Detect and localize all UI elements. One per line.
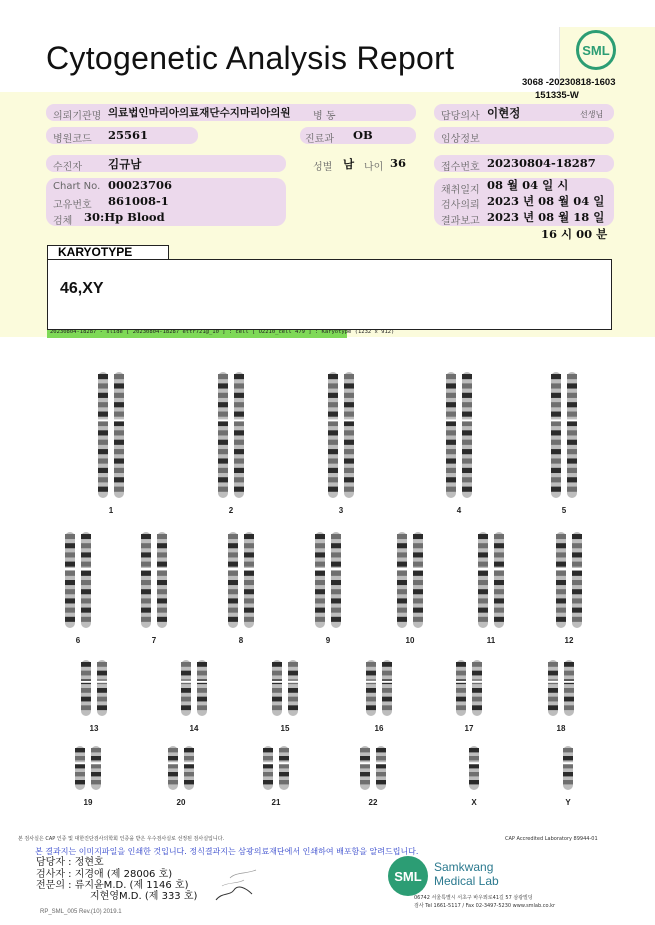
staff-specialist: 전문의 : 류지윤M.D. (제 1146 호) bbox=[36, 880, 189, 891]
chromosome-15 bbox=[267, 658, 303, 718]
chromosome-label-12: 12 bbox=[564, 636, 574, 645]
chromosome-label-X: X bbox=[471, 798, 477, 807]
specimen-value: 30:Hp Blood bbox=[84, 210, 165, 224]
requested-label: 검사의뢰 bbox=[441, 200, 480, 211]
slide-caption: 20230804-18287 - slide [ 20230804-18287 ettr721@_10 ] : cell [ O2210_cell 479 ] : Karyotype (1232 x 912) bbox=[50, 329, 395, 335]
samkwang-logo-text: SML bbox=[394, 868, 422, 884]
chromosome-5 bbox=[546, 370, 582, 500]
chromosome-8 bbox=[223, 530, 259, 630]
patient-value: 김규남 bbox=[108, 157, 142, 171]
chromosome-label-Y: Y bbox=[565, 798, 571, 807]
company-name-line1: Samkwang bbox=[434, 860, 494, 874]
karyotype-tab: KARYOTYPE bbox=[47, 245, 169, 260]
company-address bbox=[414, 894, 555, 910]
chromosome-label-22: 22 bbox=[368, 798, 378, 807]
chromosome-7 bbox=[136, 530, 172, 630]
chromosome-label-21: 21 bbox=[271, 798, 281, 807]
staff-specialist-2: 지현영M.D. (제 333 호) bbox=[90, 891, 198, 902]
karyotype-result: 46,XY bbox=[60, 280, 104, 297]
signature-image bbox=[212, 866, 262, 906]
chromosome-9 bbox=[310, 530, 346, 630]
chromosome-12 bbox=[551, 530, 587, 630]
ward-label: 병 동 bbox=[313, 111, 336, 122]
chromosome-label-17: 17 bbox=[464, 724, 474, 733]
chromosome-11 bbox=[473, 530, 509, 630]
chromosome-label-6: 6 bbox=[75, 636, 81, 645]
accreditation-left: 본 검사실은 CAP 인증 및 대한진단검사의학회 인증을 받은 우수검사실로 선정된 검사실입니다. bbox=[18, 836, 225, 842]
chromosome-label-15: 15 bbox=[280, 724, 290, 733]
hospital-code-value: 25561 bbox=[108, 128, 149, 142]
chromosome-13 bbox=[76, 658, 112, 718]
chromosome-17 bbox=[451, 658, 487, 718]
hospital-code-label: 병원코드 bbox=[53, 134, 92, 145]
report-title: Cytogenetic Analysis Report bbox=[46, 40, 455, 76]
chromosome-16 bbox=[361, 658, 397, 718]
chromosome-label-20: 20 bbox=[176, 798, 186, 807]
report-id-line1: 3068 -20230818-1603 bbox=[522, 77, 616, 88]
age-label: 나이 bbox=[364, 162, 384, 173]
unique-value: 861008-1 bbox=[108, 194, 169, 208]
department-value: OB bbox=[353, 128, 373, 142]
logo-text: SML bbox=[582, 42, 610, 58]
chromosome-22 bbox=[355, 744, 391, 792]
chromosome-label-18: 18 bbox=[556, 724, 566, 733]
address-line2: 검사 Tel 1661-5117 / Fax 02-3497-5230 www.smlab.co.kr bbox=[414, 903, 556, 909]
chromosome-label-9: 9 bbox=[325, 636, 331, 645]
age-value: 36 bbox=[390, 156, 407, 170]
chart-value: 00023706 bbox=[108, 178, 173, 192]
print-notice: 본 결과지는 이미지파일을 인쇄한 것입니다. 정식결과지는 삼광의료재단에서 인쇄하여 배포함을 알려드립니다. bbox=[35, 847, 419, 856]
chromosome-label-3: 3 bbox=[338, 506, 344, 515]
chromosome-label-13: 13 bbox=[89, 724, 99, 733]
chromosome-19 bbox=[70, 744, 106, 792]
chromosome-Y bbox=[560, 744, 576, 792]
report-id-line2: 151335-W bbox=[535, 90, 579, 101]
unique-label: 고유번호 bbox=[53, 200, 92, 211]
staff-examiner: 검사자 : 지경애 (제 28006 호) bbox=[36, 869, 173, 880]
collected-label: 채취일지 bbox=[441, 185, 480, 196]
sex-value: 남 bbox=[343, 157, 355, 171]
chromosome-label-7: 7 bbox=[151, 636, 157, 645]
receipt-value: 20230804-18287 bbox=[487, 156, 596, 170]
chromosome-3 bbox=[323, 370, 359, 500]
receipt-label: 접수번호 bbox=[441, 162, 480, 173]
doctor-value: 이현정 bbox=[487, 106, 521, 120]
chromosome-label-2: 2 bbox=[228, 506, 234, 515]
patient-pill bbox=[46, 155, 286, 172]
doctor-label: 담당의사 bbox=[441, 111, 480, 122]
chromosome-X bbox=[466, 744, 482, 792]
staff-manager: 담당자 : 정현호 bbox=[36, 857, 104, 868]
sex-label: 성별 bbox=[313, 162, 333, 173]
chromosome-label-11: 11 bbox=[486, 636, 496, 645]
form-code: RP_SML_005 Rev.(10) 2019.1 bbox=[40, 909, 122, 915]
specimen-label: 검체 bbox=[53, 216, 73, 227]
karyogram-image bbox=[47, 338, 612, 820]
department-label: 진료과 bbox=[305, 134, 334, 145]
chromosome-2 bbox=[213, 370, 249, 500]
reported-value: 2023 년 08 월 18 일 bbox=[487, 210, 605, 224]
institution-label: 의뢰기관명 bbox=[53, 111, 102, 122]
slide-caption-bar bbox=[47, 329, 395, 338]
chromosome-18 bbox=[543, 658, 579, 718]
address-line1: 06742 서울특별시 서초구 바우뫼로41길 57 삼광빌딩 bbox=[414, 895, 533, 901]
chromosome-label-4: 4 bbox=[456, 506, 462, 515]
chromosome-label-19: 19 bbox=[83, 798, 93, 807]
chromosome-label-8: 8 bbox=[238, 636, 244, 645]
samkwang-logo-icon bbox=[388, 856, 428, 896]
chromosome-10 bbox=[392, 530, 428, 630]
chart-label: Chart No. bbox=[53, 181, 101, 192]
institution-value: 의료법인마리아의료재단수지마리아의원 bbox=[108, 107, 291, 119]
chromosome-6 bbox=[60, 530, 96, 630]
reported-label: 결과보고 bbox=[441, 216, 480, 227]
company-name bbox=[434, 860, 499, 888]
chromosome-1 bbox=[93, 370, 129, 500]
patient-label: 수진자 bbox=[53, 162, 82, 173]
chromosome-4 bbox=[441, 370, 477, 500]
chromosome-label-5: 5 bbox=[561, 506, 567, 515]
requested-value: 2023 년 08 월 04 일 bbox=[487, 194, 605, 208]
clinical-info-label: 임상정보 bbox=[441, 134, 480, 145]
collected-value: 08 월 04 일 시 bbox=[487, 178, 569, 192]
chromosome-label-10: 10 bbox=[405, 636, 415, 645]
chromosome-label-14: 14 bbox=[189, 724, 199, 733]
reported-time: 16 시 00 분 bbox=[541, 227, 608, 241]
chromosome-21 bbox=[258, 744, 294, 792]
chromosome-20 bbox=[163, 744, 199, 792]
chromosome-label-1: 1 bbox=[108, 506, 114, 515]
accreditation-right: CAP Accredited Laboratory 89944-01 bbox=[505, 836, 598, 842]
karyotype-result-box bbox=[47, 259, 612, 330]
chromosome-14 bbox=[176, 658, 212, 718]
sml-logo-icon bbox=[576, 30, 616, 70]
chromosome-label-16: 16 bbox=[374, 724, 384, 733]
doctor-suffix: 선생님 bbox=[580, 110, 604, 119]
company-name-line2: Medical Lab bbox=[434, 874, 499, 888]
